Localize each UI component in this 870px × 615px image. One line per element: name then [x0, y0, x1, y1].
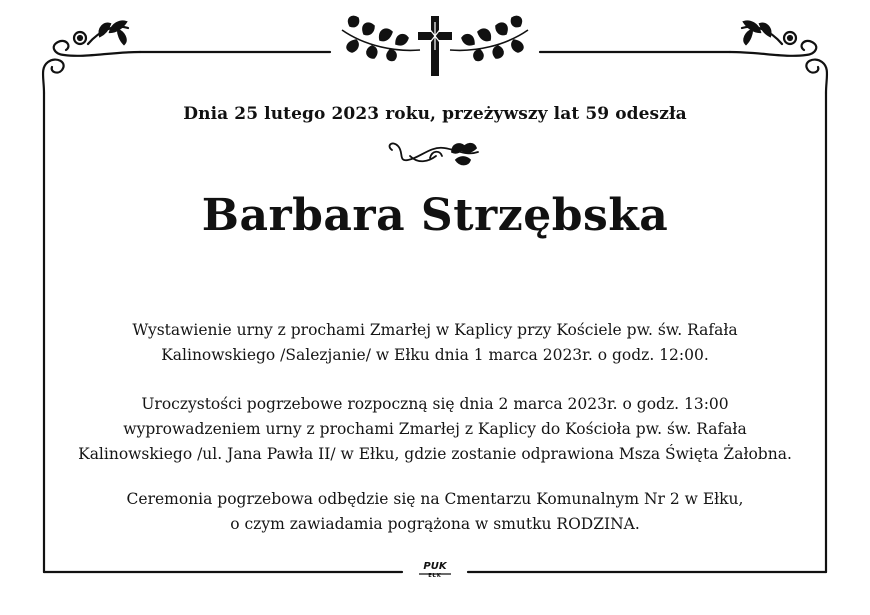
urn-viewing-paragraph	[40, 318, 830, 368]
paragraph-line: Uroczystości pogrzebowe rozpoczną się dnia 2 marca 2023r. o godz. 13:00	[141, 395, 729, 413]
corner-scroll-icon	[43, 21, 140, 93]
flourish-ornament-icon	[390, 143, 478, 164]
funeral-ceremony-paragraph	[40, 392, 830, 467]
paragraph-line: Ceremonia pogrzebowa odbędzie się na Cmentarzu Komunalnym Nr 2 w Ełku,	[126, 490, 744, 508]
paragraph-line: Kalinowskiego /ul. Jana Pawła II/ w Ełku, gdzie zostanie odprawiona Msza Święta Żałobna.	[78, 445, 792, 463]
paragraph-line: Kalinowskiego /Salezjanie/ w Ełku dnia 1 marca 2023r. o godz. 12:00.	[161, 346, 709, 364]
deceased-name: Barbara Strzębska	[201, 190, 669, 241]
paragraph-line: wyprowadzeniem urny z prochami Zmarłej z Kaplicy do Kościoła pw. św. Rafała	[123, 420, 747, 438]
laurel-branch-icon	[450, 16, 528, 60]
burial-paragraph	[40, 487, 830, 537]
paragraph-line: Wystawienie urny z prochami Zmarłej w Kaplicy przy Kościele pw. św. Rafała	[132, 321, 738, 339]
footer-logo-text: PUK	[423, 561, 447, 572]
laurel-branch-icon	[342, 16, 420, 60]
corner-scroll-icon	[730, 21, 827, 93]
paragraph-line: o czym zawiadamia pogrążona w smutku RODZINA.	[230, 515, 640, 533]
cross-icon	[418, 16, 452, 76]
footer-logo-subtext: EŁK	[428, 573, 442, 579]
death-date-intro: Dnia 25 lutego 2023 roku, przeżywszy lat 59 odeszła	[183, 104, 687, 124]
